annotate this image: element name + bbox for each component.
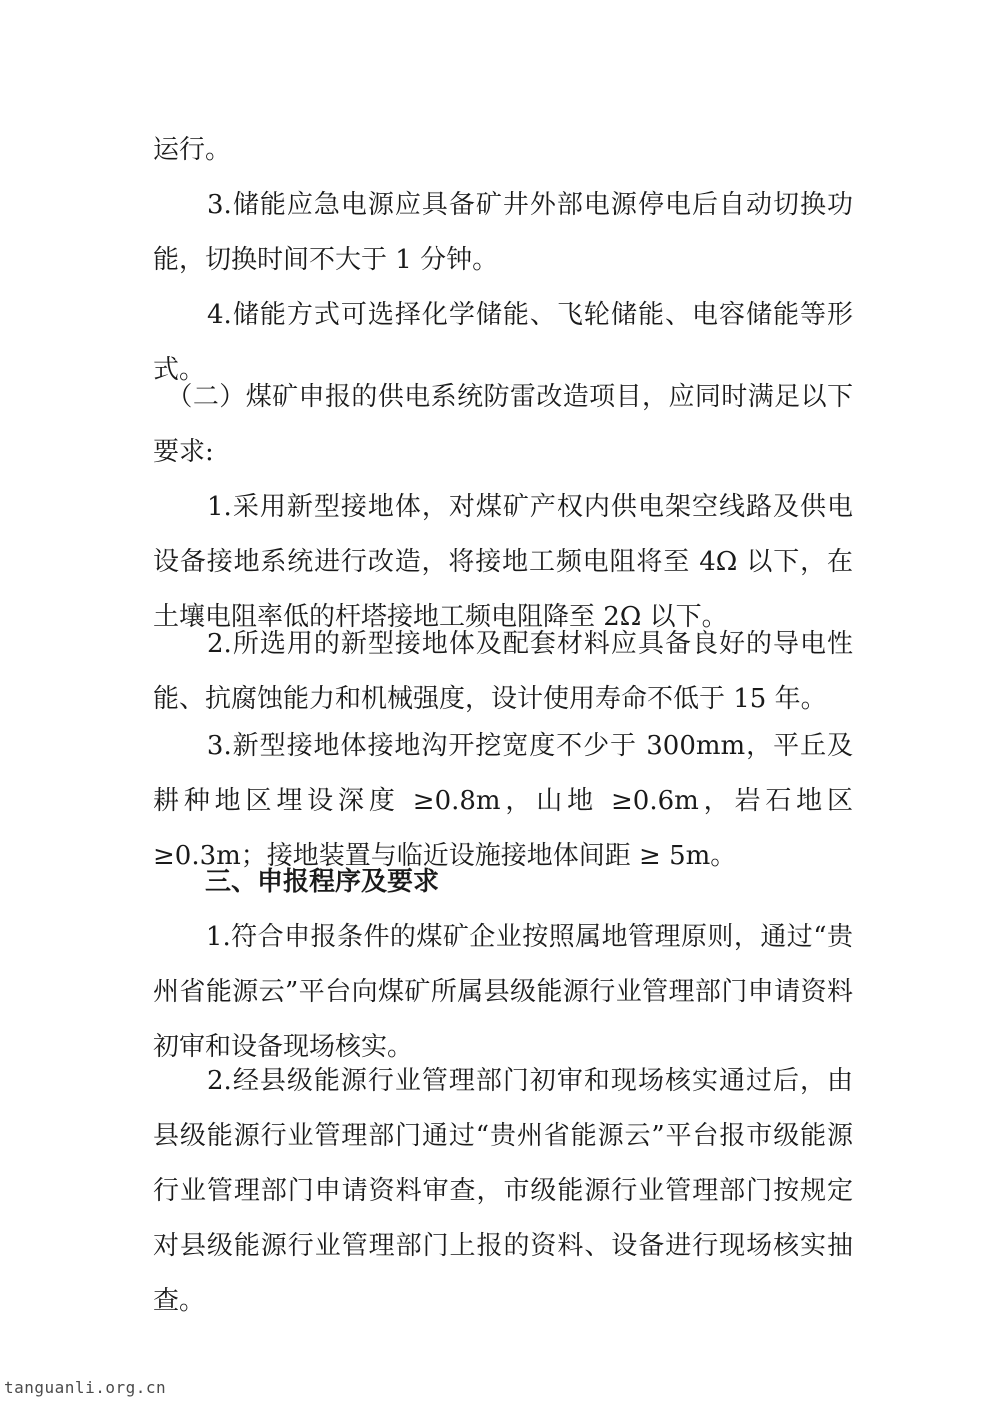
paragraph-section-2: （二）煤矿申报的供电系统防雷改造项目，应同时满足以下要求:	[153, 382, 853, 467]
paragraph-continuation: 运行。	[153, 135, 232, 165]
paragraph-procedure-2: 2.经县级能源行业管理部门初审和现场核实通过后，由县级能源行业管理部门通过“贵州省能源云”平台报市级能源行业管理部门申请资料审查，市级能源行业管理部门按规定对县级能源行业管理部门上报的资料、设备进行现场核实抽查。	[153, 1066, 853, 1316]
section-heading-3: 三、申报程序及要求	[153, 867, 440, 897]
paragraph-lightning-2: 2.所选用的新型接地体及配套材料应具备良好的导电性能、抗腐蚀能力和机械强度，设计使用寿命不低于 15 年。	[153, 629, 853, 714]
paragraph-item-3: 3.储能应急电源应具备矿井外部电源停电后自动切换功能，切换时间不大于 1 分钟。	[153, 190, 853, 275]
paragraph-procedure-1: 1.符合申报条件的煤矿企业按照属地管理原则，通过“贵州省能源云”平台向煤矿所属县级能源行业管理部门申请资料初审和设备现场核实。	[153, 922, 853, 1062]
paragraph-lightning-1: 1.采用新型接地体，对煤矿产权内供电架空线路及供电设备接地系统进行改造，将接地工频电阻将至 4Ω 以下，在土壤电阻率低的杆塔接地工频电阻降至 2Ω 以下。	[153, 492, 853, 632]
watermark: tanguanli.org.cn	[4, 1378, 167, 1397]
paragraph-lightning-3: 3.新型接地体接地沟开挖宽度不少于 300mm，平丘及耕种地区埋设深度 ≥0.8m，山地 ≥0.6m，岩石地区 ≥0.3m；接地装置与临近设施接地体间距 ≥ 5m。	[153, 731, 853, 871]
paragraph-item-4: 4.储能方式可选择化学储能、飞轮储能、电容储能等形式。	[153, 300, 853, 385]
